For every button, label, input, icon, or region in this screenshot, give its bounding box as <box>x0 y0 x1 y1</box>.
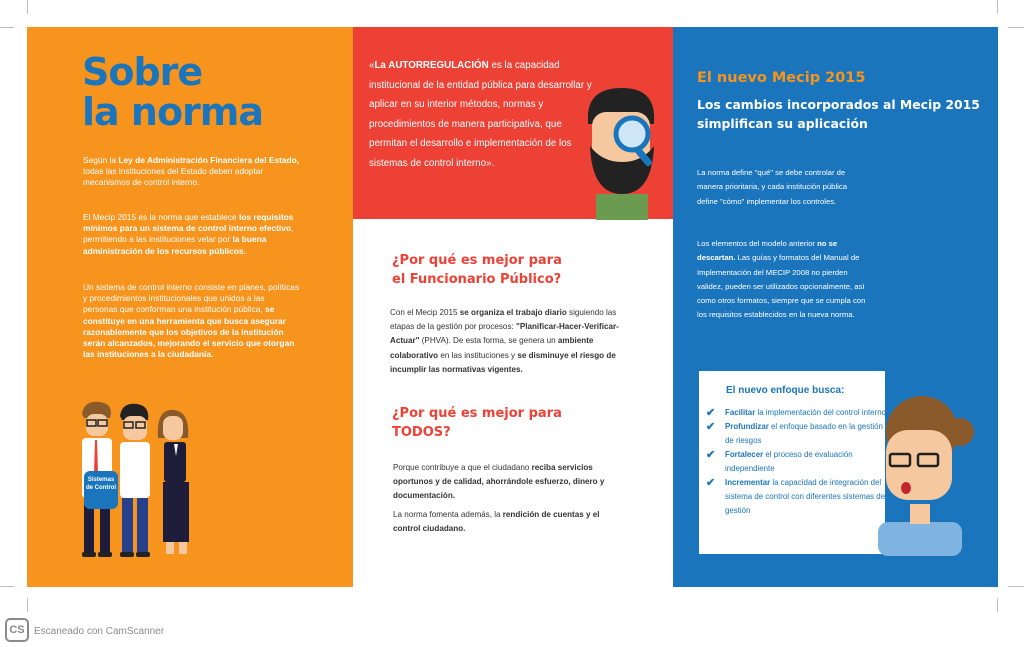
list-item: ✔ Incrementar la capacidad de integración del sistema de control con diferentes sistemas de gestión <box>706 477 886 515</box>
camscanner-logo: CS <box>5 618 29 642</box>
funcionario-text: Con el Mecip 2015 se organiza el trabajo diario siguiendo las etapas de la gestión por procesos: "Planificar-Hacer-Verificar-Actuar" (PHVA). De esta forma, se genera un ambiente colaborativo en las instituciones y se disminuye el riesgo de incumplir las normativas vigentes. <box>390 308 619 374</box>
enfoque-checklist <box>706 406 886 518</box>
camscanner-watermark: Escaneado con CamScanner <box>34 626 165 637</box>
crop-mark <box>0 586 14 587</box>
left-paragraph-2: El Mecip 2015 es la norma que establece los requisitos mínimos para un sistema de control interno efectivo, permitiendo a las instituciones velar por la buena administración de los recursos públicos. <box>83 212 294 256</box>
check-icon: ✔ <box>706 449 716 461</box>
right-paragraph-2: Los elementos del modelo anterior no se descartan. Las guías y formatos del Manual de Implementación del MECIP 2008 no pierden validez, pueden ser utilizados opcionalmente, así como otros formatos, siempre que se cumpla con los requisitos establecidos en la nueva norma. <box>697 239 866 320</box>
sign-label: Sistemas de Control <box>86 477 116 491</box>
right-paragraph-1: La norma define "qué" se debe controlar de manera prioritaria, y cada institución pública define "cómo" implementar los controles. <box>697 168 847 206</box>
page-title: Sobre la norma <box>82 50 264 134</box>
todos-text: Porque contribuye a que el ciudadano reciba servicios oportunos y de calidad, ahorrándole esfuerzo, dinero y documentación. <box>393 463 605 501</box>
check-icon: ✔ <box>706 477 716 489</box>
heading-todos: ¿Por qué es mejor para TODOS? <box>392 406 562 440</box>
check-icon: ✔ <box>706 421 716 433</box>
heading-funcionario: ¿Por qué es mejor para el Funcionario Público? <box>392 253 562 287</box>
left-paragraph-1: Según la Ley de Administración Financiera del Estado, todas las instituciones del Estado deben adoptar mecanismos de control interno. <box>83 155 300 188</box>
list-item: ✔ Fortalecer el proceso de evaluación independiente <box>706 449 853 473</box>
left-paragraph-3: Un sistema de control interno consiste en planes, políticas y procedimientos institucionales que unidos a las personas que conforman una institución pública, se constituye en una herramienta que busca asegurar razonablemente que los objetivos de la institución serán alcanzados, mejorando el servicio que otorgan las instituciones a la ciudadanía. <box>83 282 300 360</box>
rendicion-text: La norma fomenta además, la rendición de cuentas y el control ciudadano. <box>393 510 600 534</box>
right-subtitle: El nuevo Mecip 2015 <box>697 70 866 86</box>
crop-mark <box>997 0 998 14</box>
bearded-man-illustration <box>582 84 664 220</box>
crop-mark <box>1008 586 1024 587</box>
crop-mark <box>27 0 28 14</box>
crop-mark <box>997 598 998 612</box>
autorregulacion-quote: «La AUTORREGULACIÓN es la capacidad institucional de la entidad pública para desarrollar y aplicar en su interior métodos, normas y procedimientos de manera participativa, que permitan el desarrollo e implementación de los sistemas de control interno». <box>369 60 592 169</box>
list-item: ✔ Profundizar el enfoque basado en la gestión de riesgos <box>706 421 883 445</box>
crop-mark <box>27 598 28 612</box>
magnifier-icon <box>616 118 648 150</box>
crop-mark <box>0 27 14 28</box>
list-item: ✔ Facilitar la implementación del control interno <box>706 407 886 419</box>
crop-mark <box>1008 27 1024 28</box>
person-3-icon <box>158 410 189 554</box>
enfoque-title: El nuevo enfoque busca: <box>726 385 845 396</box>
right-heading: Los cambios incorporados al Mecip 2015 simplifican su aplicación <box>697 97 980 131</box>
woman-illustration <box>872 392 976 556</box>
person-2-icon <box>120 404 150 557</box>
check-icon: ✔ <box>706 407 716 419</box>
